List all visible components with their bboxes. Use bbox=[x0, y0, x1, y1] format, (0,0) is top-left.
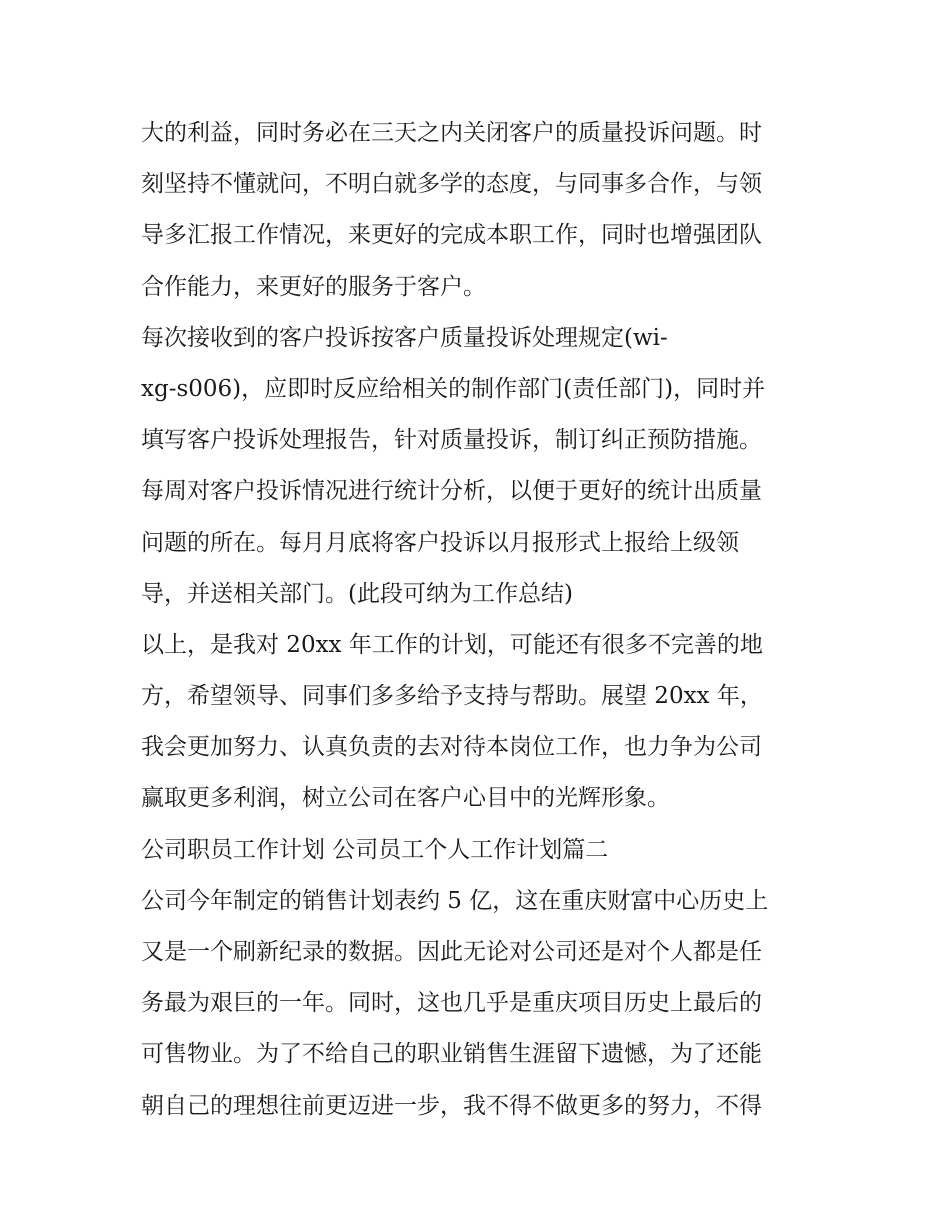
text-line: 赢取更多利润，树立公司在客户心目中的光辉形象。 bbox=[141, 785, 670, 812]
text-line: 可售物业。为了不给自己的职业销售生涯留下遗憾，为了还能 bbox=[141, 1041, 762, 1068]
text-line: 填写客户投诉处理报告，针对质量投诉，制订纠正预防措施。 bbox=[141, 427, 762, 454]
document-body bbox=[141, 108, 821, 1132]
text-line: 务最为艰巨的一年。同时，这也几乎是重庆项目历史上最后的 bbox=[141, 990, 762, 1017]
text-line: 导多汇报工作情况，来更好的完成本职工作，同时也增强团队 bbox=[141, 222, 762, 249]
text-line: 合作能力，来更好的服务于客户。 bbox=[141, 273, 486, 300]
text-line: 公司今年制定的销售计划表约 5 亿，这在重庆财富中心历史上 bbox=[141, 887, 769, 914]
text-line: 方，希望领导、同事们多多给予支持与帮助。展望 20xx 年， bbox=[141, 683, 763, 710]
text-line: xg-s006)，应即时反应给相关的制作部门(责任部门)，同时并 bbox=[141, 375, 766, 402]
text-line: 每周对客户投诉情况进行统计分析，以便于更好的统计出质量 bbox=[141, 478, 762, 505]
text-line: 大的利益，同时务必在三天之内关闭客户的质量投诉问题。时 bbox=[141, 120, 762, 146]
text-line: 刻坚持不懂就问，不明白就多学的态度，与同事多合作，与领 bbox=[141, 171, 762, 198]
text-line: 导，并送相关部门。(此段可纳为工作总结) bbox=[141, 580, 573, 607]
text-line: 每次接收到的客户投诉按客户质量投诉处理规定(wi- bbox=[141, 324, 668, 351]
text-line: 以上，是我对 20xx 年工作的计划，可能还有很多不完善的地 bbox=[141, 631, 763, 658]
text-line: 又是一个刷新纪录的数据。因此无论对公司还是对个人都是任 bbox=[141, 939, 762, 965]
section-heading: 公司职员工作计划 公司员工个人工作计划篇二 bbox=[141, 836, 609, 863]
text-line: 问题的所在。每月月底将客户投诉以月报形式上报给上级领 bbox=[141, 529, 739, 556]
text-line: 朝自己的理想往前更迈进一步，我不得不做更多的努力，不得 bbox=[141, 1092, 762, 1119]
text-line: 我会更加努力、认真负责的去对待本岗位工作，也力争为公司 bbox=[141, 734, 762, 761]
